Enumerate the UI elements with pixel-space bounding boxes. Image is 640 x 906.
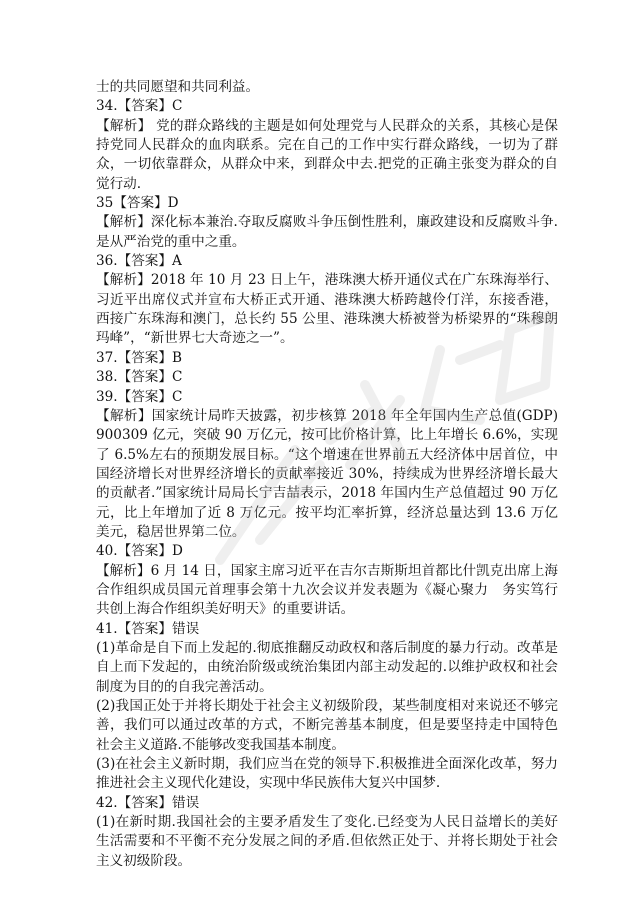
answer-41: 41.【答案】错误: [96, 620, 200, 637]
analysis-35: 【解析】深化标本兼治.夺取反腐败斗争压倒性胜利，廉政建设和反腐败斗争.是从严治党的重中之重。: [96, 214, 558, 250]
analysis-39: 【解析】国家统计局昨天披露，初步核算 2018 年全年国内生产总值(GDP) 900309 亿元，突破 90 万亿元，按可比价格计算，比上年增长 6.6%，实现了 6.5%左右的预期发展目标。“这个增速在世界前五大经济体中居首位，中国经济增长对世界经济增长的贡献率接近 30%，持续成为世界经济增长最大的贡献者.”国家统计局局长宁吉喆表示，2018 年国内生产总值超过 90 万亿元，比上年增加了近 8 万亿元。按平均汇率折算，经济总量达到 13.6 万亿美元，稳居世界第二位。: [96, 407, 558, 540]
analysis-34: 【解析】 党的群众路线的主题是如何处理党与人民群众的关系，其核心是保持党同人民群众的血肉联系。完在自己的工作中实行群众路线，一切为了群众，一切依靠群众，从群众中来，到群众中去.把党的正确主张变为群众的自觉行动.: [96, 117, 558, 192]
answer-42: 42.【答案】错误: [96, 794, 200, 811]
answer-37: 37.【答案】B: [96, 349, 182, 366]
point-41-2: (2)我国正处于并将长期处于社会主义初级阶段，某些制度相对来说还不够完善，我们可以通过改革的方式，不断完善基本制度，但是要坚持走中国特色社会主义道路.不能够改变我国基本制度。: [96, 698, 558, 753]
answer-35: 35【答案】D: [96, 195, 179, 212]
answer-36: 36.【答案】A: [96, 253, 182, 270]
analysis-36: 【解析】2018 年 10 月 23 日上午，港珠澳大桥开通仪式在广东珠海举行、习近平出席仪式并宣布大桥正式开通、港珠澳大桥跨越伶仃洋，东接香港，西接广东珠海和澳门，总长约 55 公里、港珠澳大桥被誉为桥梁界的“珠穆朗玛峰”，“新世界七大奇迹之一”。: [96, 272, 558, 347]
analysis-40: 【解析】6 月 14 日，国家主席习近平在吉尔吉斯斯坦首都比什凯克出席上海合作组织成员国元首理事会第十九次会议并发表题为《凝心聚力 务实笃行 共创上海合作组织美好明天》的重要讲话。: [96, 562, 572, 618]
point-41-3: (3)在社会主义新时期，我们应当在党的领导下.积极推进全面深化改革，努力推进社会主义现代化建设，实现中华民族伟大复兴中国梦.: [96, 756, 558, 792]
point-42-1: (1)在新时期.我国社会的主要矛盾发生了变化.已经变为人民日益增长的美好生活需要和不平衡不充分发展之间的矛盾.但依然正处于、并将长期处于社会主义初级阶段。: [96, 814, 558, 869]
point-41-1: (1)革命是自下而上发起的.彻底推翻反动政权和落后制度的暴力行动。改革是自上而下发起的，由统治阶级或统治集团内部主动发起的.以维护政权和社会制度为目的的自我完善活动。: [96, 639, 558, 695]
document-page: [96, 78, 572, 871]
answer-40: 40.【答案】D: [96, 543, 183, 560]
text-line-1: 士的共同愿望和共同利益。: [96, 79, 260, 95]
answer-39: 39.【答案】C: [96, 388, 183, 405]
answer-38: 38.【答案】C: [96, 369, 183, 386]
answer-34: 34.【答案】C: [96, 98, 183, 115]
